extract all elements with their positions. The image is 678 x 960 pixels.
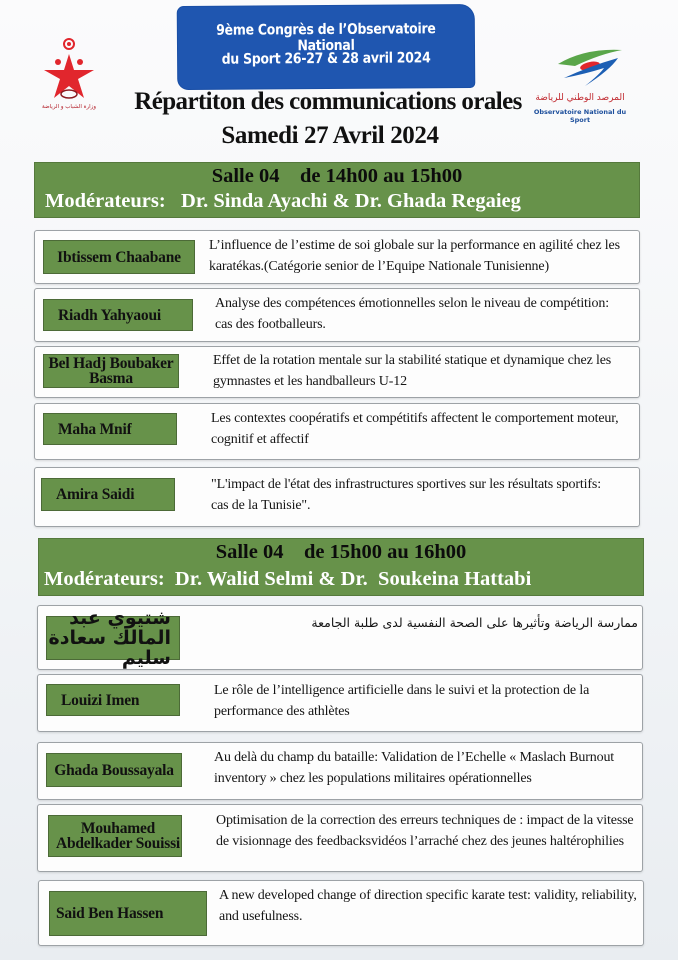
talk-card: [38, 880, 644, 946]
ministry-star-logo-icon: [36, 36, 102, 106]
talk-card: [37, 804, 643, 872]
session-moderators: Modérateurs: Dr. Walid Selmi & Dr. Soukeina Hattabi: [44, 568, 532, 590]
session-time: Salle 04 de 15h00 au 16h00: [215, 541, 467, 563]
talk-author: Riadh Yahyaoui: [43, 299, 193, 331]
talk-author: Mouhamed Abdelkader Souissi: [48, 815, 182, 857]
talk-author: Ibtissem Chaabane: [43, 240, 195, 274]
ministry-logo: [36, 36, 102, 116]
talk-topic: L’influence de l’estime de soi globale sur la performance en agilité chez les karatékas.(Catégorie senior de l’Equipe Nationale Tunisienne): [209, 238, 620, 274]
talk-card: [34, 346, 640, 398]
observatoire-logo: [530, 44, 630, 124]
talk-topic: "L'impact de l'état des infrastructures sportives sur les résultats sportifs: cas de la Tunisie".: [211, 477, 601, 513]
ministry-logo-caption: وزارة الشباب و الرياضة: [42, 104, 96, 110]
page-date: Samedi 27 Avril 2024: [221, 122, 439, 149]
talk-card: [34, 288, 640, 342]
talk-card: [37, 742, 643, 800]
talk-author: Louizi Imen: [46, 684, 180, 716]
talk-author: Amira Saidi: [41, 478, 175, 511]
talk-topic: Le rôle de l’intelligence artificielle dans le suivi et la protection de la performance des athlètes: [214, 683, 590, 719]
talk-topic: Analyse des compétences émotionnelles selon le niveau de compétition: cas des footballeurs.: [215, 296, 609, 332]
congress-banner: [178, 5, 475, 89]
talk-topic: Les contextes coopératifs et compétitifs affectent le comportement moteur, cognitif et affectif: [211, 411, 619, 447]
banner-line-2: du Sport 26-27 & 28 avril 2024: [221, 50, 431, 68]
talk-card: [34, 230, 640, 284]
page-title: Répartiton des communications orales: [134, 88, 522, 115]
session-moderators: Modérateurs: Dr. Sinda Ayachi & Dr. Ghada Regaieg: [45, 190, 521, 212]
observatoire-swoosh-logo-icon: [530, 44, 630, 90]
talk-card: [34, 467, 640, 527]
talk-topic: Optimisation de la correction des erreurs techniques de : impact de la vitesse de visionnage des feedbacksvidéos l’arraché chez des jeunes haltérophilies: [216, 813, 634, 849]
talk-topic: Effet de la rotation mentale sur la stabilité statique et dynamique chez les gymnastes et les handballeurs U-12: [213, 353, 612, 389]
talk-author: Bel Hadj Boubaker Basma: [43, 354, 179, 388]
session-time: Salle 04 de 14h00 au 15h00: [211, 165, 463, 187]
talk-author: Ghada Boussayala: [46, 753, 182, 787]
talk-topic: Au delà du champ du bataille: Validation de l’Echelle « Maslach Burnout inventory » chez les populations militaires opérationnelles: [214, 750, 615, 786]
talk-author: Said Ben Hassen: [49, 891, 207, 936]
session-header-1: [34, 162, 640, 218]
talk-card: [37, 605, 643, 670]
observatoire-caption-fr: Observatoire National du Sport: [533, 108, 627, 124]
observatoire-caption-ar: المرصد الوطني للرياضة: [535, 93, 625, 103]
talk-topic: A new developed change of direction specific karate test: validity, reliability, and usefulness.: [219, 888, 637, 924]
talk-author: Maha Mnif: [43, 413, 177, 445]
talk-topic: ممارسة الرياضة وتأثيرها على الصحة النفسية لدى طلبة الجامعة: [311, 615, 638, 630]
banner-line-1: 9ème Congrès de l’Observatoire National: [216, 21, 436, 55]
talk-card: [34, 403, 640, 460]
session-header-2: [38, 538, 644, 596]
talk-author: شتيوي عبد المالك سعادة سليم: [46, 616, 180, 660]
talk-card: [37, 674, 643, 732]
